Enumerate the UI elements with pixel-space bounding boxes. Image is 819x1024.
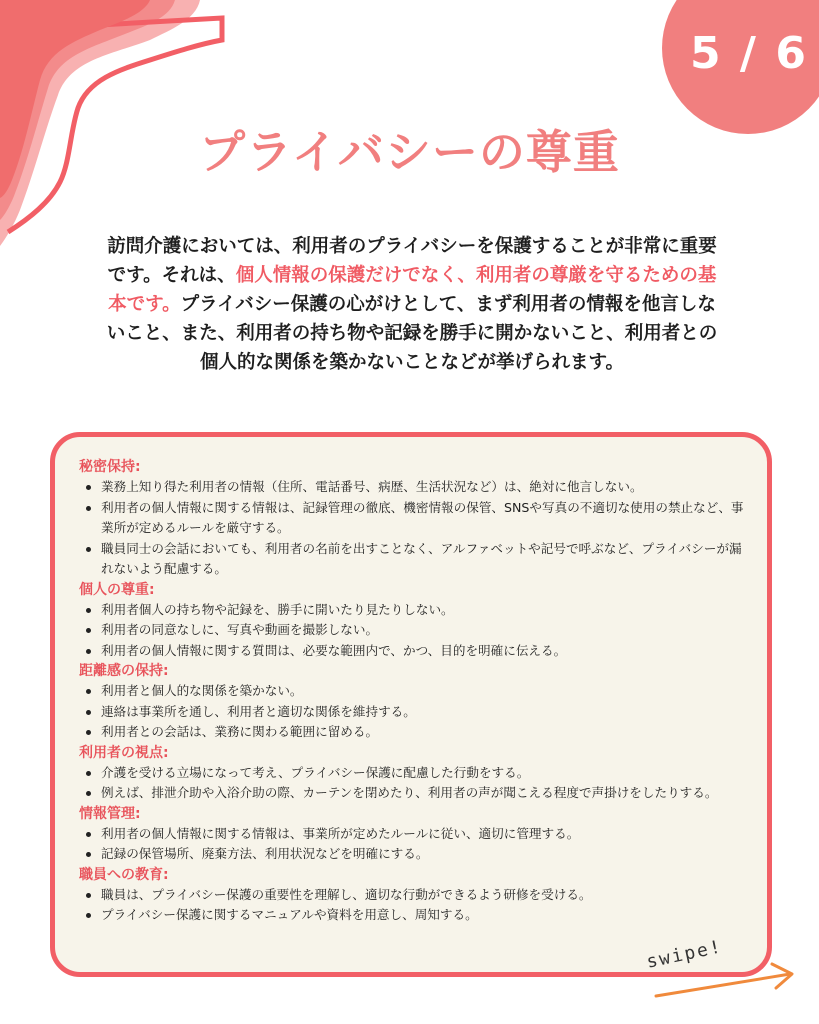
bullet-list (79, 600, 749, 662)
intro-text-before: 訪問介護においては、利用者のプライバシーを保護することが非常に重要です。それは、 (107, 236, 717, 286)
list-item: 利用者と個人的な関係を築かない。 (79, 681, 749, 702)
list-item: 利用者の個人情報に関する質問は、必要な範囲内で、かつ、目的を明確に伝える。 (79, 641, 749, 662)
list-item: 介護を受ける立場になって考え、プライバシー保護に配慮した行動をする。 (79, 763, 749, 784)
bullet-list (79, 477, 749, 580)
list-item: プライバシー保護に関するマニュアルや資料を用意し、周知する。 (79, 905, 749, 926)
bullet-list (79, 763, 749, 804)
list-item: 利用者との会話は、業務に関わる範囲に留める。 (79, 722, 749, 743)
section-heading-info-management: 情報管理: (79, 805, 141, 822)
section-heading-confidentiality: 秘密保持: (79, 459, 141, 475)
section-heading-user-perspective: 利用者の視点: (79, 744, 169, 761)
list-item: 記録の保管場所、廃棄方法、利用状況などを明確にする。 (79, 844, 749, 865)
page-indicator: 5 / 6 (690, 28, 808, 79)
bullet-list (79, 824, 749, 865)
swipe-hint[interactable]: swipe! (644, 936, 725, 973)
intro-highlight: 個人情報の保護だけでなく、利用者の尊厳を守るための基本です。 (108, 265, 717, 315)
list-item: 例えば、排泄介助や入浴介助の際、カーテンを閉めたり、利用者の声が聞こえる程度で声掛けをしたりする。 (79, 783, 749, 804)
guidelines-list (79, 457, 749, 926)
list-item: 利用者の個人情報に関する情報は、事業所が定めたルールに従い、適切に管理する。 (79, 824, 749, 845)
page-title: プライバシーの尊重 (199, 125, 620, 179)
list-item: 利用者個人の持ち物や記録を、勝手に開いたり見たりしない。 (79, 600, 749, 621)
section-heading-staff-education: 職員への教育: (79, 866, 169, 883)
list-item: 利用者の同意なしに、写真や動画を撮影しない。 (79, 620, 749, 641)
list-item: 連絡は事業所を通し、利用者と適切な関係を維持する。 (79, 702, 749, 723)
list-item: 業務上知り得た利用者の情報（住所、電話番号、病歴、生活状況など）は、絶対に他言しない。 (79, 477, 749, 498)
list-item: 職員同士の会話においても、利用者の名前を出すことなく、アルファベットや記号で呼ぶなど、プライバシーが漏れないよう配慮する。 (79, 539, 749, 580)
list-item: 利用者の個人情報に関する情報は、記録管理の徹底、機密情報の保管、SNSや写真の不適切な使用の禁止など、事業所が定めるルールを厳守する。 (79, 498, 749, 539)
bullet-list (79, 681, 749, 743)
intro-text-after: プライバシー保護の心がけとして、まず利用者の情報を他言しないこと、また、利用者の持ち物や記録を勝手に開かないこと、利用者との個人的な関係を築かないことなどが挙げられます。 (106, 294, 718, 373)
guidelines-card (50, 432, 772, 977)
bullet-list (79, 885, 749, 926)
intro-paragraph (104, 232, 720, 377)
list-item: 職員は、プライバシー保護の重要性を理解し、適切な行動ができるよう研修を受ける。 (79, 885, 749, 906)
section-heading-distance: 距離感の保持: (79, 663, 169, 679)
arrow-right-icon[interactable] (652, 960, 802, 1008)
section-heading-respect: 個人の尊重: (79, 581, 155, 598)
